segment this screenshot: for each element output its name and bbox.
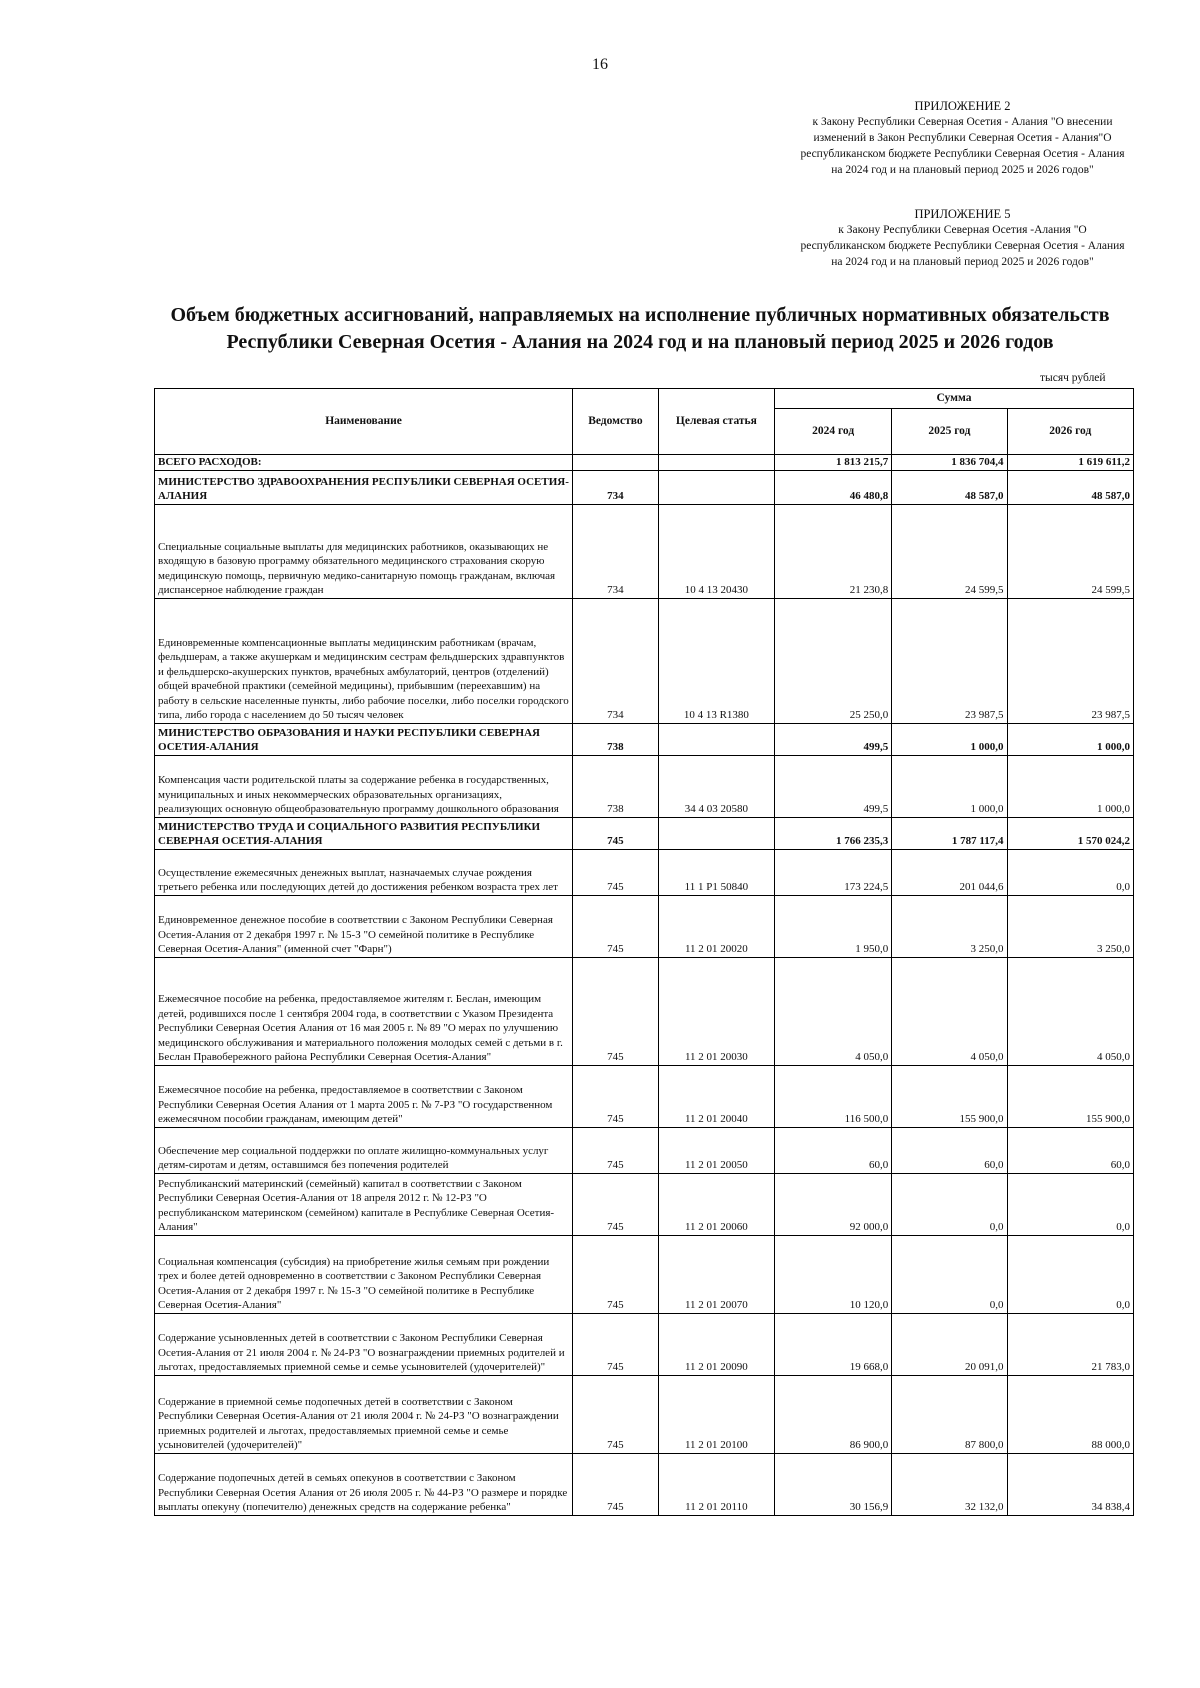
table-row <box>155 1453 1134 1515</box>
row-2024-cell: 19 668,0 <box>775 1313 892 1375</box>
row-2026-cell: 155 900,0 <box>1007 1065 1134 1127</box>
row-2025-cell: 1 836 704,4 <box>892 455 1007 471</box>
row-2024-cell: 4 050,0 <box>775 957 892 1065</box>
row-dept-cell: 738 <box>573 723 659 755</box>
row-dept-cell: 734 <box>573 598 659 723</box>
row-article-cell: 11 2 01 20050 <box>658 1127 774 1173</box>
row-2025-cell: 201 044,6 <box>892 849 1007 895</box>
row-2024-cell: 46 480,8 <box>775 470 892 504</box>
row-name-cell: Содержание усыновленных детей в соответствии с Законом Республики Северная Осетия-Алания от 21 июля 2004 г. № 24-РЗ "О вознаграждении приемных родителей и льготах, предоставляемых приемной семье и семье усыновителей (удочерителей)" <box>155 1313 573 1375</box>
appendix-5-text: к Закону Республики Северная Осетия -Алания "О республиканском бюджете Республики Северная Осетия - Алания на 2024 год и на плановый период 2025 и 2026 годов" <box>800 224 1125 268</box>
row-dept-cell: 745 <box>573 849 659 895</box>
table-body <box>155 455 1134 1516</box>
table-row <box>155 1375 1134 1453</box>
row-2026-cell: 34 838,4 <box>1007 1453 1134 1515</box>
header-2025: 2025 год <box>892 409 1007 455</box>
row-name-cell: Обеспечение мер социальной поддержки по оплате жилищно-коммунальных услуг детям-сиротам и детям, оставшимся без попечения родителей <box>155 1127 573 1173</box>
row-2026-cell: 48 587,0 <box>1007 470 1134 504</box>
header-sum: Сумма <box>775 389 1134 409</box>
row-article-cell <box>658 723 774 755</box>
row-name-cell: Осуществление ежемесячных денежных выплат, назначаемых случае рождения третьего ребенка или последующих детей до достижения ребенком возраста трех лет <box>155 849 573 895</box>
row-dept-cell: 734 <box>573 504 659 598</box>
row-name-cell: Единовременные компенсационные выплаты медицинским работникам (врачам, фельдшерам, а также акушеркам и медицинским сестрам фельдшерских здравпунктов и фельдшерско-акушерских пунктов, врачебных амбулаторий, центров (отделений) общей врачебной практики (семейной медицины), прибывшим (переехавшим) на работу в сельские населенные пункты, либо рабочие поселки, либо поселки городского типа, либо города с населением до 50 тысяч человек <box>155 598 573 723</box>
row-article-cell: 11 1 Р1 50840 <box>658 849 774 895</box>
row-2024-cell: 1 950,0 <box>775 895 892 957</box>
row-article-cell: 34 4 03 20580 <box>658 755 774 817</box>
row-article-cell <box>658 470 774 504</box>
row-dept-cell: 734 <box>573 470 659 504</box>
row-2025-cell: 1 000,0 <box>892 755 1007 817</box>
table-row <box>155 1127 1134 1173</box>
row-article-cell: 11 2 01 20030 <box>658 957 774 1065</box>
total-row <box>155 455 1134 471</box>
row-name-cell: Республиканский материнский (семейный) капитал в соответствии с Законом Республики Северная Осетия-Алания от 18 апреля 2012 г. № 12-РЗ "О республиканском материнском (семейном) капитале в Республике Северная Осетия-Алания" <box>155 1173 573 1235</box>
row-article-cell: 11 2 01 20070 <box>658 1235 774 1313</box>
table-row <box>155 957 1134 1065</box>
row-2024-cell: 86 900,0 <box>775 1375 892 1453</box>
row-name-cell: Ежемесячное пособие на ребенка, предоставляемое в соответствии с Законом Республики Северная Осетия Алания от 1 марта 2005 г. № 7-РЗ "О государственном ежемесячном пособии гражданам, имеющим детей" <box>155 1065 573 1127</box>
table-row <box>155 849 1134 895</box>
row-article-cell: 11 2 01 20100 <box>658 1375 774 1453</box>
row-name-cell: Специальные социальные выплаты для медицинских работников, оказывающих не входящую в базовую программу обязательного медицинского страхования скорую медицинскую помощь, первичную медико-санитарную помощь гражданам, включая диспансерное наблюдение граждан <box>155 504 573 598</box>
row-dept-cell: 745 <box>573 1313 659 1375</box>
row-2025-cell: 23 987,5 <box>892 598 1007 723</box>
row-article-cell: 11 2 01 20110 <box>658 1453 774 1515</box>
row-dept-cell: 745 <box>573 1127 659 1173</box>
row-dept-cell: 745 <box>573 895 659 957</box>
row-2025-cell: 4 050,0 <box>892 957 1007 1065</box>
row-name-cell: ВСЕГО РАСХОДОВ: <box>155 455 573 471</box>
header-2024: 2024 год <box>775 409 892 455</box>
appendix-2-text: к Закону Республики Северная Осетия - Алания "О внесении изменений в Закон Республики Северная Осетия - Алания"О республиканском бюджете Республики Северная Осетия - Алания на 2024 год и на плановый период 2025 и 2026 годов" <box>800 116 1125 176</box>
table-row <box>155 755 1134 817</box>
appendix-2-block <box>795 98 1130 178</box>
ministry-row <box>155 817 1134 849</box>
row-2025-cell: 3 250,0 <box>892 895 1007 957</box>
row-2026-cell: 1 000,0 <box>1007 755 1134 817</box>
row-2024-cell: 116 500,0 <box>775 1065 892 1127</box>
row-article-cell <box>658 817 774 849</box>
page-number: 16 <box>592 56 608 73</box>
row-2026-cell: 21 783,0 <box>1007 1313 1134 1375</box>
row-2026-cell: 0,0 <box>1007 1235 1134 1313</box>
row-2026-cell: 1 000,0 <box>1007 723 1134 755</box>
row-name-cell: Содержание в приемной семье подопечных детей в соответствии с Законом Республики Северная Осетия-Алания от 21 июля 2004 г. № 24-РЗ "О вознаграждении приемных родителей и льготах, предоставляемых приемной семье и семье усыновителей (удочерителей)" <box>155 1375 573 1453</box>
row-2026-cell: 24 599,5 <box>1007 504 1134 598</box>
row-2024-cell: 499,5 <box>775 755 892 817</box>
row-2026-cell: 4 050,0 <box>1007 957 1134 1065</box>
row-name-cell: Единовременное денежное пособие в соответствии с Законом Республики Северная Осетия-Алания от 2 декабря 1997 г. № 15-З "О семейной политике в Республике Северная Осетия-Алания" (именной счет "Фарн") <box>155 895 573 957</box>
appendix-5-block <box>795 206 1130 270</box>
row-2025-cell: 155 900,0 <box>892 1065 1007 1127</box>
row-2024-cell: 1 766 235,3 <box>775 817 892 849</box>
row-dept-cell: 745 <box>573 1375 659 1453</box>
budget-table <box>154 388 1134 1516</box>
row-2026-cell: 3 250,0 <box>1007 895 1134 957</box>
units-label: тысяч рублей <box>1040 372 1106 384</box>
row-2026-cell: 23 987,5 <box>1007 598 1134 723</box>
header-dept: Ведомство <box>573 389 659 455</box>
ministry-row <box>155 723 1134 755</box>
row-2024-cell: 60,0 <box>775 1127 892 1173</box>
appendix-2-heading: ПРИЛОЖЕНИЕ 2 <box>914 99 1011 113</box>
row-article-cell: 11 2 01 20040 <box>658 1065 774 1127</box>
row-article-cell <box>658 455 774 471</box>
row-dept-cell: 745 <box>573 957 659 1065</box>
header-article: Целевая статья <box>658 389 774 455</box>
ministry-row <box>155 470 1134 504</box>
row-2025-cell: 0,0 <box>892 1173 1007 1235</box>
row-2026-cell: 0,0 <box>1007 1173 1134 1235</box>
row-dept-cell: 745 <box>573 1453 659 1515</box>
row-2026-cell: 1 570 024,2 <box>1007 817 1134 849</box>
row-2025-cell: 60,0 <box>892 1127 1007 1173</box>
row-2025-cell: 24 599,5 <box>892 504 1007 598</box>
document-title: Объем бюджетных ассигнований, направляемых на исполнение публичных нормативных обязательств Республики Северная Осетия - Алания на 2024 год и на плановый период 2025 и 2026 годов <box>170 304 1110 353</box>
row-2024-cell: 10 120,0 <box>775 1235 892 1313</box>
table-row <box>155 598 1134 723</box>
row-name-cell: Компенсация части родительской платы за содержание ребенка в государственных, муниципальных и иных некоммерческих образовательных организациях, реализующих основную общеобразовательную программу дошкольного образования <box>155 755 573 817</box>
row-2026-cell: 60,0 <box>1007 1127 1134 1173</box>
row-2024-cell: 25 250,0 <box>775 598 892 723</box>
row-2025-cell: 32 132,0 <box>892 1453 1007 1515</box>
row-name-cell: МИНИСТЕРСТВО ТРУДА И СОЦИАЛЬНОГО РАЗВИТИЯ РЕСПУБЛИКИ СЕВЕРНАЯ ОСЕТИЯ-АЛАНИЯ <box>155 817 573 849</box>
header-name: Наименование <box>155 389 573 455</box>
row-2024-cell: 21 230,8 <box>775 504 892 598</box>
row-dept-cell: 745 <box>573 1235 659 1313</box>
header-2026: 2026 год <box>1007 409 1134 455</box>
table-row <box>155 504 1134 598</box>
table-row <box>155 1173 1134 1235</box>
row-dept-cell: 745 <box>573 1173 659 1235</box>
row-dept-cell: 745 <box>573 1065 659 1127</box>
table-row <box>155 1235 1134 1313</box>
row-2025-cell: 1 000,0 <box>892 723 1007 755</box>
row-name-cell: Ежемесячное пособие на ребенка, предоставляемое жителям г. Беслан, имеющим детей, родившихся после 1 сентября 2004 года, в соответствии с Указом Президента Республики Северная Осетия Алания от 16 мая 2005 г. № 89 "О мерах по улучшению медицинского обслуживания и материального положения молодых семей с детьми в г. Беслан Правобережного района Республики Северная Осетия-Алания" <box>155 957 573 1065</box>
row-dept-cell: 745 <box>573 817 659 849</box>
row-2024-cell: 30 156,9 <box>775 1453 892 1515</box>
table-row <box>155 895 1134 957</box>
row-2025-cell: 0,0 <box>892 1235 1007 1313</box>
row-2026-cell: 0,0 <box>1007 849 1134 895</box>
row-2025-cell: 87 800,0 <box>892 1375 1007 1453</box>
row-2025-cell: 48 587,0 <box>892 470 1007 504</box>
row-dept-cell: 738 <box>573 755 659 817</box>
row-2026-cell: 1 619 611,2 <box>1007 455 1134 471</box>
row-2024-cell: 92 000,0 <box>775 1173 892 1235</box>
row-2025-cell: 1 787 117,4 <box>892 817 1007 849</box>
row-article-cell: 11 2 01 20060 <box>658 1173 774 1235</box>
row-dept-cell <box>573 455 659 471</box>
row-article-cell: 10 4 13 R1380 <box>658 598 774 723</box>
row-2026-cell: 88 000,0 <box>1007 1375 1134 1453</box>
row-2024-cell: 499,5 <box>775 723 892 755</box>
row-2025-cell: 20 091,0 <box>892 1313 1007 1375</box>
row-article-cell: 11 2 01 20090 <box>658 1313 774 1375</box>
table-row <box>155 1313 1134 1375</box>
table-row <box>155 1065 1134 1127</box>
row-2024-cell: 1 813 215,7 <box>775 455 892 471</box>
row-article-cell: 10 4 13 20430 <box>658 504 774 598</box>
row-name-cell: МИНИСТЕРСТВО ОБРАЗОВАНИЯ И НАУКИ РЕСПУБЛИКИ СЕВЕРНАЯ ОСЕТИЯ-АЛАНИЯ <box>155 723 573 755</box>
row-name-cell: Содержание подопечных детей в семьях опекунов в соответствии с Законом Республики Северная Осетия Алания от 26 июля 2005 г. № 44-РЗ "О размере и порядке выплаты опекуну (попечителю) денежных средств на содержание ребенка" <box>155 1453 573 1515</box>
row-article-cell: 11 2 01 20020 <box>658 895 774 957</box>
row-name-cell: Социальная компенсация (субсидия) на приобретение жилья семьям при рождении трех и более детей одновременно в соответствии с Законом Республики Северная Осетия-Алания от 2 декабря 1997 г. № 15-З "О семейной политике в Республике Северная Осетия-Алания" <box>155 1235 573 1313</box>
appendix-5-heading: ПРИЛОЖЕНИЕ 5 <box>914 207 1011 221</box>
row-2024-cell: 173 224,5 <box>775 849 892 895</box>
row-name-cell: МИНИСТЕРСТВО ЗДРАВООХРАНЕНИЯ РЕСПУБЛИКИ СЕВЕРНАЯ ОСЕТИЯ-АЛАНИЯ <box>155 470 573 504</box>
